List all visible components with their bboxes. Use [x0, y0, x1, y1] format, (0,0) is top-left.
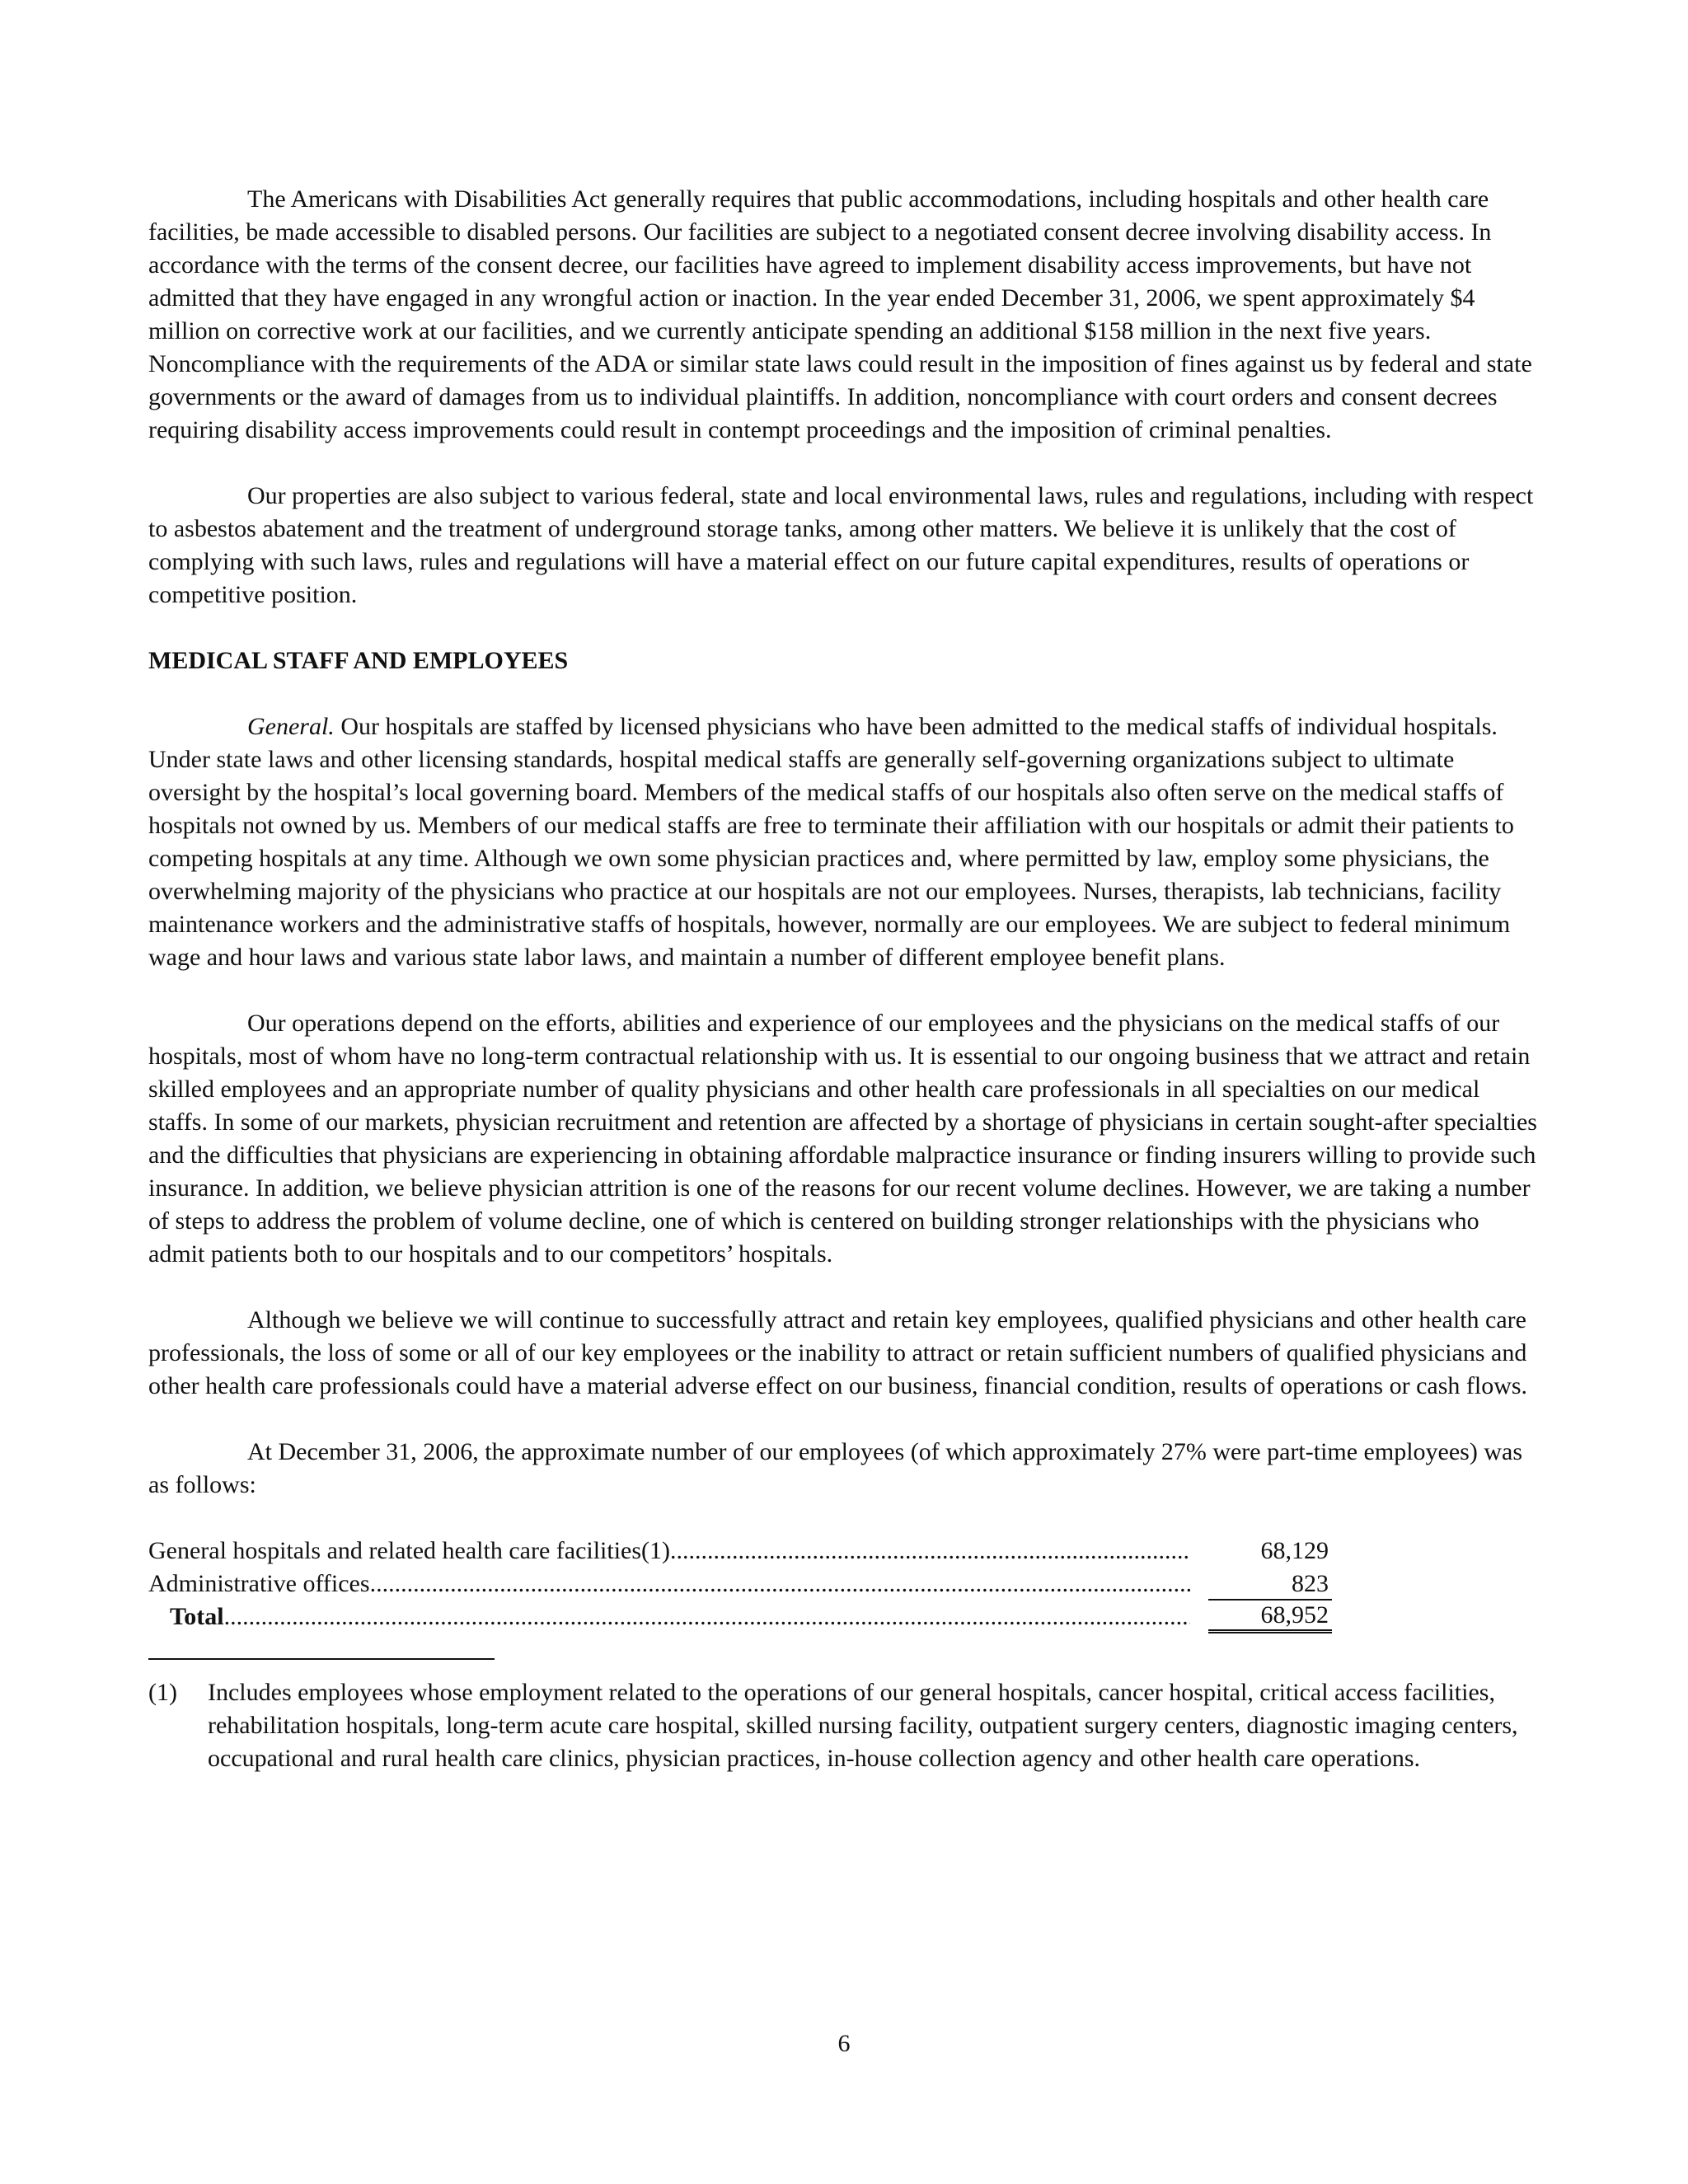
- paragraph-environmental: Our properties are also subject to various federal, state and local environmental laws, rules and regulations, including with respect to asbestos abatement and the treatment of underground storage tanks, among other matters. We believe it is unlikely that the cost of complying with such laws, rules and regulations will have a material effect on our future capital expenditures, results of operations or competitive position.: [148, 482, 1534, 608]
- paragraph-general: [148, 710, 1538, 974]
- paragraph-employee-count: At December 31, 2006, the approximate number of our employees (of which approximately 27% were part-time employees) was as follows:: [148, 1438, 1522, 1498]
- total-label: [148, 1601, 1190, 1633]
- total-label-text: Total: [170, 1603, 224, 1630]
- row-label-text: Administrative offices: [148, 1570, 370, 1597]
- paragraph-gap: [148, 1403, 1538, 1436]
- section-heading: MEDICAL STAFF AND EMPLOYEES: [148, 647, 569, 674]
- row-label: [148, 1535, 1190, 1568]
- paragraph-gap: [148, 1271, 1538, 1304]
- total-value: 68,952: [1208, 1601, 1332, 1633]
- leader-dots: [224, 1601, 1190, 1633]
- paragraph-gap: [148, 677, 1538, 710]
- paragraph-gap: [148, 1502, 1538, 1535]
- document-page: [148, 183, 1538, 1775]
- leader-dots: [670, 1535, 1190, 1568]
- footnote-marker: (1): [148, 1679, 177, 1706]
- paragraph-gap: [148, 447, 1538, 480]
- general-body: Our hospitals are staffed by licensed physicians who have been admitted to the medical staffs of individual hospitals. Under state laws and other licensing standards, hospital medical staffs are generally self-governing organizations subject to ultimate oversight by the hospital’s local governing board. Members of the medical staffs of our hospitals also often serve on the medical staffs of hospitals not owned by us. Members of our medical staffs are free to terminate their affiliation with our hospitals or admit their patients to competing hospitals at any time. Although we own some physician practices and, where permitted by law, employ some physicians, the overwhelming majority of the physicians who practice at our hospitals are not our employees. Nurses, therapists, lab technicians, facility maintenance workers and the administrative staffs of hospitals, however, normally are our employees. We are subject to federal minimum wage and hour laws and various state labor laws, and maintain a number of different employee benefit plans.: [148, 713, 1514, 971]
- employee-table: [148, 1535, 1332, 1633]
- table-row: [148, 1535, 1332, 1568]
- paragraph-operations: Our operations depend on the efforts, abilities and experience of our employees and the physicians on the medical staffs of our hospitals, most of whom have no long-term contractual relationship with us. It is essential to our ongoing business that we attract and retain skilled employees and an appropriate number of quality physicians and other health care professionals in all specialties on our medical staffs. In some of our markets, physician recruitment and retention are affected by a shortage of physicians in certain sought-after specialties and the difficulties that physicians are experiencing in obtaining affordable malpractice insurance or finding insurers willing to provide such insurance. In addition, we believe physician attrition is one of the reasons for our recent volume declines. However, we are taking a number of steps to address the problem of volume decline, one of which is centered on building stronger relationships with the physicians who admit patients both to our hospitals and to our competitors’ hospitals.: [148, 1010, 1537, 1268]
- footnote-divider: [148, 1658, 495, 1660]
- row-label-text: General hospitals and related health care facilities(1): [148, 1537, 671, 1564]
- row-label: [148, 1568, 1190, 1601]
- footnote: [148, 1676, 1538, 1775]
- paragraph-gap: [148, 974, 1538, 1007]
- page-number: 6: [837, 2030, 851, 2057]
- table-total-row: [148, 1601, 1332, 1633]
- footnote-text: Includes employees whose employment related to the operations of our general hospitals, cancer hospital, critical access facilities, rehabilitation hospitals, long-term acute care hospital, skilled nursing facility, outpatient surgery centers, diagnostic imaging centers, occupational and rural health care clinics, physician practices, in-house collection agency and other health care operations.: [208, 1679, 1518, 1772]
- table-row: [148, 1568, 1332, 1601]
- row-value: 823: [1208, 1569, 1332, 1601]
- leader-dots: [370, 1568, 1190, 1601]
- row-value: 68,129: [1260, 1537, 1329, 1564]
- paragraph-ada: The Americans with Disabilities Act generally requires that public accommodations, including hospitals and other health care facilities, be made accessible to disabled persons. Our facilities are subject to a negotiated consent decree involving disability access. In accordance with the terms of the consent decree, our facilities have agreed to implement disability access improvements, but have not admitted that they have engaged in any wrongful action or inaction. In the year ended December 31, 2006, we spent approximately $4 million on corrective work at our facilities, and we currently anticipate spending an additional $158 million in the next five years. Noncompliance with the requirements of the ADA or similar state laws could result in the imposition of fines against us by federal and state governments or the award of damages from us to individual plaintiffs. In addition, noncompliance with court orders and consent decrees requiring disability access improvements could result in contempt proceedings and the imposition of criminal penalties.: [148, 185, 1532, 443]
- paragraph-retention: Although we believe we will continue to successfully attract and retain key employees, qualified physicians and other health care professionals, the loss of some or all of our key employees or the inability to attract or retain sufficient numbers of qualified physicians and other health care professionals could have a material adverse effect on our business, financial condition, results of operations or cash flows.: [148, 1306, 1528, 1399]
- paragraph-gap: [148, 612, 1538, 644]
- general-lead: General.: [247, 713, 335, 740]
